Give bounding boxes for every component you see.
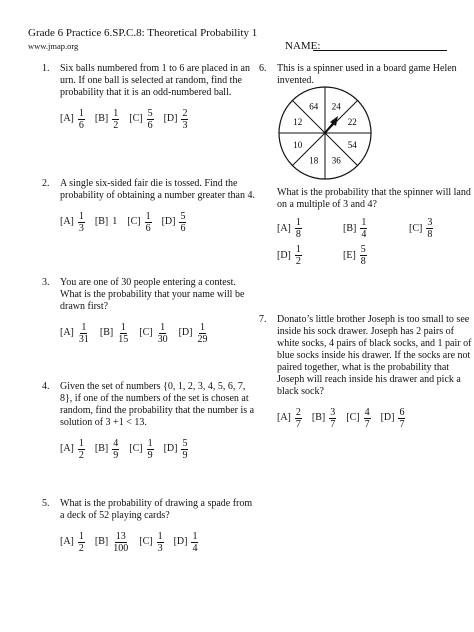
choice-letter: [D] — [161, 216, 176, 227]
fraction-denominator: 29 — [197, 333, 208, 345]
fraction-denominator: 100 — [113, 542, 129, 554]
fraction-denominator: 9 — [182, 449, 188, 461]
choice-fraction — [329, 407, 336, 430]
fraction-numerator: 4 — [364, 406, 370, 418]
choice-value: 1 — [112, 216, 118, 227]
choice-fraction — [112, 438, 119, 461]
answer-choices — [60, 435, 258, 463]
choice-letter: [A] — [277, 222, 291, 234]
answer-choices — [60, 319, 258, 347]
fraction-denominator: 6 — [180, 222, 186, 234]
fraction-numerator: 1 — [81, 321, 87, 333]
fraction-denominator: 2 — [78, 449, 84, 461]
fraction-numerator: 1 — [120, 321, 126, 333]
choice-fraction — [112, 531, 129, 554]
choice-fraction — [112, 108, 119, 131]
answer-choices — [60, 208, 258, 236]
choice-letter: [B] — [343, 222, 357, 234]
spinner-section-label: 64 — [309, 101, 319, 112]
choice-letter: [C] — [409, 222, 423, 234]
fraction-numerator: 1 — [145, 210, 151, 222]
question-3 — [42, 277, 258, 347]
spinner-section-label: 24 — [331, 101, 341, 112]
fraction-numerator: 1 — [157, 530, 163, 542]
choice-letter: [B] — [94, 216, 109, 227]
fraction-denominator: 8 — [427, 229, 433, 240]
name-underline — [313, 50, 447, 51]
question-number: 2. — [42, 178, 50, 189]
answer-choice[interactable] — [95, 438, 119, 461]
fraction-denominator: 4 — [192, 542, 198, 554]
choice-letter: [C] — [139, 536, 153, 547]
choice-fraction — [295, 244, 302, 267]
answer-choice[interactable] — [343, 217, 399, 240]
choice-letter: [B] — [311, 412, 326, 423]
question-text: What is the probability of drawing a spade from a deck of 52 playing cards? — [60, 498, 253, 521]
fraction-denominator: 7 — [399, 418, 405, 430]
fraction-numerator: 13 — [115, 530, 126, 542]
answer-choices — [277, 217, 474, 267]
fraction-denominator: 2 — [113, 119, 119, 131]
question-5 — [42, 498, 258, 556]
answer-choice[interactable] — [409, 217, 449, 240]
fraction-denominator: 3 — [182, 119, 188, 131]
choice-fraction — [78, 438, 85, 461]
question-1 — [42, 63, 258, 133]
answer-choice[interactable] — [139, 531, 163, 554]
answer-choice[interactable] — [346, 407, 370, 430]
fraction-numerator: 5 — [180, 210, 186, 222]
fraction-numerator: 5 — [147, 107, 153, 119]
spinner-section-label: 10 — [293, 139, 303, 150]
choice-fraction — [360, 244, 367, 267]
answer-choices — [60, 105, 258, 133]
answer-choice[interactable] — [277, 407, 302, 430]
choice-fraction — [295, 217, 302, 240]
answer-choice[interactable] — [277, 217, 333, 240]
fraction-denominator: 6 — [78, 119, 84, 131]
choice-letter: [D] — [277, 249, 291, 261]
fraction-denominator: 2 — [295, 256, 301, 267]
choice-fraction — [181, 438, 188, 461]
answer-choice[interactable] — [127, 211, 151, 234]
choice-letter: [B] — [99, 327, 114, 338]
choice-fraction — [295, 407, 302, 430]
fraction-denominator: 31 — [78, 333, 89, 345]
fraction-denominator: 7 — [295, 418, 301, 430]
choice-letter: [B] — [94, 443, 109, 454]
fraction-numerator: 1 — [78, 530, 84, 542]
fraction-numerator: 2 — [182, 107, 188, 119]
fraction-denominator: 30 — [157, 333, 168, 345]
choice-fraction — [78, 322, 90, 345]
choice-letter: [C] — [127, 216, 141, 227]
question-7 — [259, 314, 474, 432]
choice-fraction — [147, 108, 154, 131]
answer-choice[interactable] — [95, 216, 117, 228]
question-number: 6. — [259, 63, 267, 74]
fraction-numerator: 1 — [113, 107, 119, 119]
answer-choice[interactable] — [60, 322, 90, 345]
choice-letter: [D] — [163, 113, 178, 124]
question-text: Six balls numbered from 1 to 6 are placed in an urn. If one ball is selected at random, find the probability that it is an odd-numbered ball. — [60, 63, 250, 98]
answer-choice[interactable] — [381, 407, 406, 430]
fraction-numerator: 1 — [78, 210, 84, 222]
fraction-numerator: 1 — [361, 217, 367, 228]
choice-fraction — [191, 531, 198, 554]
choice-letter: [A] — [277, 412, 291, 423]
choice-fraction — [147, 438, 154, 461]
spinner-section-label: 18 — [309, 155, 319, 166]
choice-letter: [C] — [139, 327, 153, 338]
answer-choice[interactable] — [277, 244, 333, 267]
choice-letter: [D] — [380, 412, 395, 423]
choice-fraction — [117, 322, 129, 345]
choice-letter: [A] — [60, 216, 74, 227]
fraction-numerator: 3 — [427, 217, 433, 228]
question-number: 7. — [259, 314, 267, 325]
fraction-numerator: 1 — [78, 107, 84, 119]
site-url: www.jmap.org — [28, 41, 79, 51]
choice-fraction — [364, 407, 371, 430]
choice-letter: [D] — [163, 443, 178, 454]
answer-choice[interactable] — [129, 438, 153, 461]
answer-choice[interactable] — [343, 244, 399, 267]
fraction-numerator: 1 — [295, 217, 301, 228]
fraction-denominator: 7 — [330, 418, 336, 430]
answer-choice[interactable] — [174, 531, 199, 554]
fraction-numerator: 1 — [147, 437, 153, 449]
choice-letter: [C] — [129, 113, 143, 124]
choice-fraction — [360, 217, 367, 240]
question-text: A single six-sided fair die is tossed. Find the probability of obtaining a number greater than 4. — [60, 178, 255, 201]
answer-choice[interactable] — [95, 531, 129, 554]
fraction-denominator: 3 — [78, 222, 84, 234]
spinner-section-label: 54 — [347, 139, 357, 150]
fraction-denominator: 6 — [145, 222, 151, 234]
spinner-section-label: 22 — [347, 117, 357, 128]
choice-letter: [A] — [60, 113, 74, 124]
choice-fraction — [157, 531, 164, 554]
choice-letter: [C] — [129, 443, 143, 454]
fraction-denominator: 7 — [364, 418, 370, 430]
fraction-denominator: 2 — [78, 542, 84, 554]
fraction-numerator: 1 — [199, 321, 205, 333]
question-text: This is a spinner used in a board game Helen invented. — [277, 63, 457, 86]
page-title: Grade 6 Practice 6.SP.C.8: Theoretical Probability 1 — [28, 27, 258, 39]
answer-choice[interactable] — [162, 211, 187, 234]
choice-fraction — [196, 322, 208, 345]
fraction-numerator: 6 — [399, 406, 405, 418]
choice-fraction — [181, 108, 188, 131]
fraction-numerator: 1 — [295, 244, 301, 255]
choice-fraction — [78, 531, 85, 554]
fraction-denominator: 15 — [118, 333, 129, 345]
answer-choice[interactable] — [129, 108, 153, 131]
choice-fraction — [78, 211, 85, 234]
answer-choice[interactable] — [60, 531, 85, 554]
answer-choice[interactable] — [60, 438, 85, 461]
fraction-denominator: 6 — [147, 119, 153, 131]
choice-letter: [B] — [94, 113, 109, 124]
fraction-denominator: 8 — [360, 256, 366, 267]
question-text: Donato’s little brother Joseph is too small to see inside his sock drawer. Joseph has 2 pairs of white socks, 4 pairs of black socks, and 1 pair of blue socks inside his drawer. If the socks are not paired together, what is the probability that Joseph will reach inside his drawer and pick a black sock? — [277, 314, 472, 397]
question-4 — [42, 381, 258, 463]
question-number: 4. — [42, 381, 50, 392]
fraction-numerator: 2 — [295, 406, 301, 418]
question-number: 1. — [42, 63, 50, 74]
spinner-section-label: 36 — [331, 155, 341, 166]
fraction-numerator: 5 — [360, 244, 366, 255]
answer-choice[interactable] — [60, 108, 85, 131]
question-text: You are one of 30 people entering a contest. What is the probability that your name will be drawn first? — [60, 277, 245, 312]
question-number: 3. — [42, 277, 50, 288]
fraction-denominator: 3 — [157, 542, 163, 554]
answer-choice[interactable] — [164, 108, 189, 131]
answer-choice[interactable] — [312, 407, 336, 430]
choice-fraction — [157, 322, 169, 345]
choice-letter: [D] — [178, 327, 193, 338]
spinner-diagram — [275, 83, 375, 183]
answer-choice[interactable] — [60, 211, 85, 234]
question-text-2: What is the probability that the spinner will land on a multiple of 3 and 4? — [277, 187, 471, 210]
choice-letter: [A] — [60, 536, 74, 547]
question-2 — [42, 178, 258, 236]
fraction-denominator: 9 — [113, 449, 119, 461]
question-text: Given the set of numbers {0, 1, 2, 3, 4, 5, 6, 7, 8}, if one of the numbers of the set is chosen at random, find the probability that the number is a solution of 3 +1 < 13. — [60, 381, 255, 428]
choice-letter: [E] — [343, 249, 356, 261]
fraction-numerator: 3 — [330, 406, 336, 418]
fraction-numerator: 5 — [182, 437, 188, 449]
answer-choice[interactable] — [95, 108, 119, 131]
choice-fraction — [179, 211, 186, 234]
answer-choices — [60, 528, 258, 556]
fraction-denominator: 4 — [361, 229, 367, 240]
answer-choices — [277, 404, 474, 432]
fraction-denominator: 8 — [295, 229, 301, 240]
choice-fraction — [78, 108, 85, 131]
choice-letter: [A] — [60, 327, 74, 338]
choice-letter: [A] — [60, 443, 74, 454]
choice-fraction — [145, 211, 152, 234]
choice-letter: [C] — [346, 412, 360, 423]
fraction-numerator: 1 — [160, 321, 166, 333]
fraction-numerator: 1 — [192, 530, 198, 542]
answer-choice[interactable] — [179, 322, 209, 345]
fraction-denominator: 9 — [147, 449, 153, 461]
fraction-numerator: 1 — [78, 437, 84, 449]
choice-fraction — [426, 217, 433, 240]
choice-letter: [B] — [94, 536, 109, 547]
question-number: 5. — [42, 498, 50, 509]
choice-fraction — [398, 407, 405, 430]
answer-choice[interactable] — [100, 322, 129, 345]
fraction-numerator: 4 — [113, 437, 119, 449]
answer-choice[interactable] — [139, 322, 168, 345]
choice-letter: [D] — [173, 536, 188, 547]
answer-choice[interactable] — [164, 438, 189, 461]
name-label: NAME: — [285, 40, 321, 52]
spinner-section-label: 12 — [293, 117, 303, 128]
